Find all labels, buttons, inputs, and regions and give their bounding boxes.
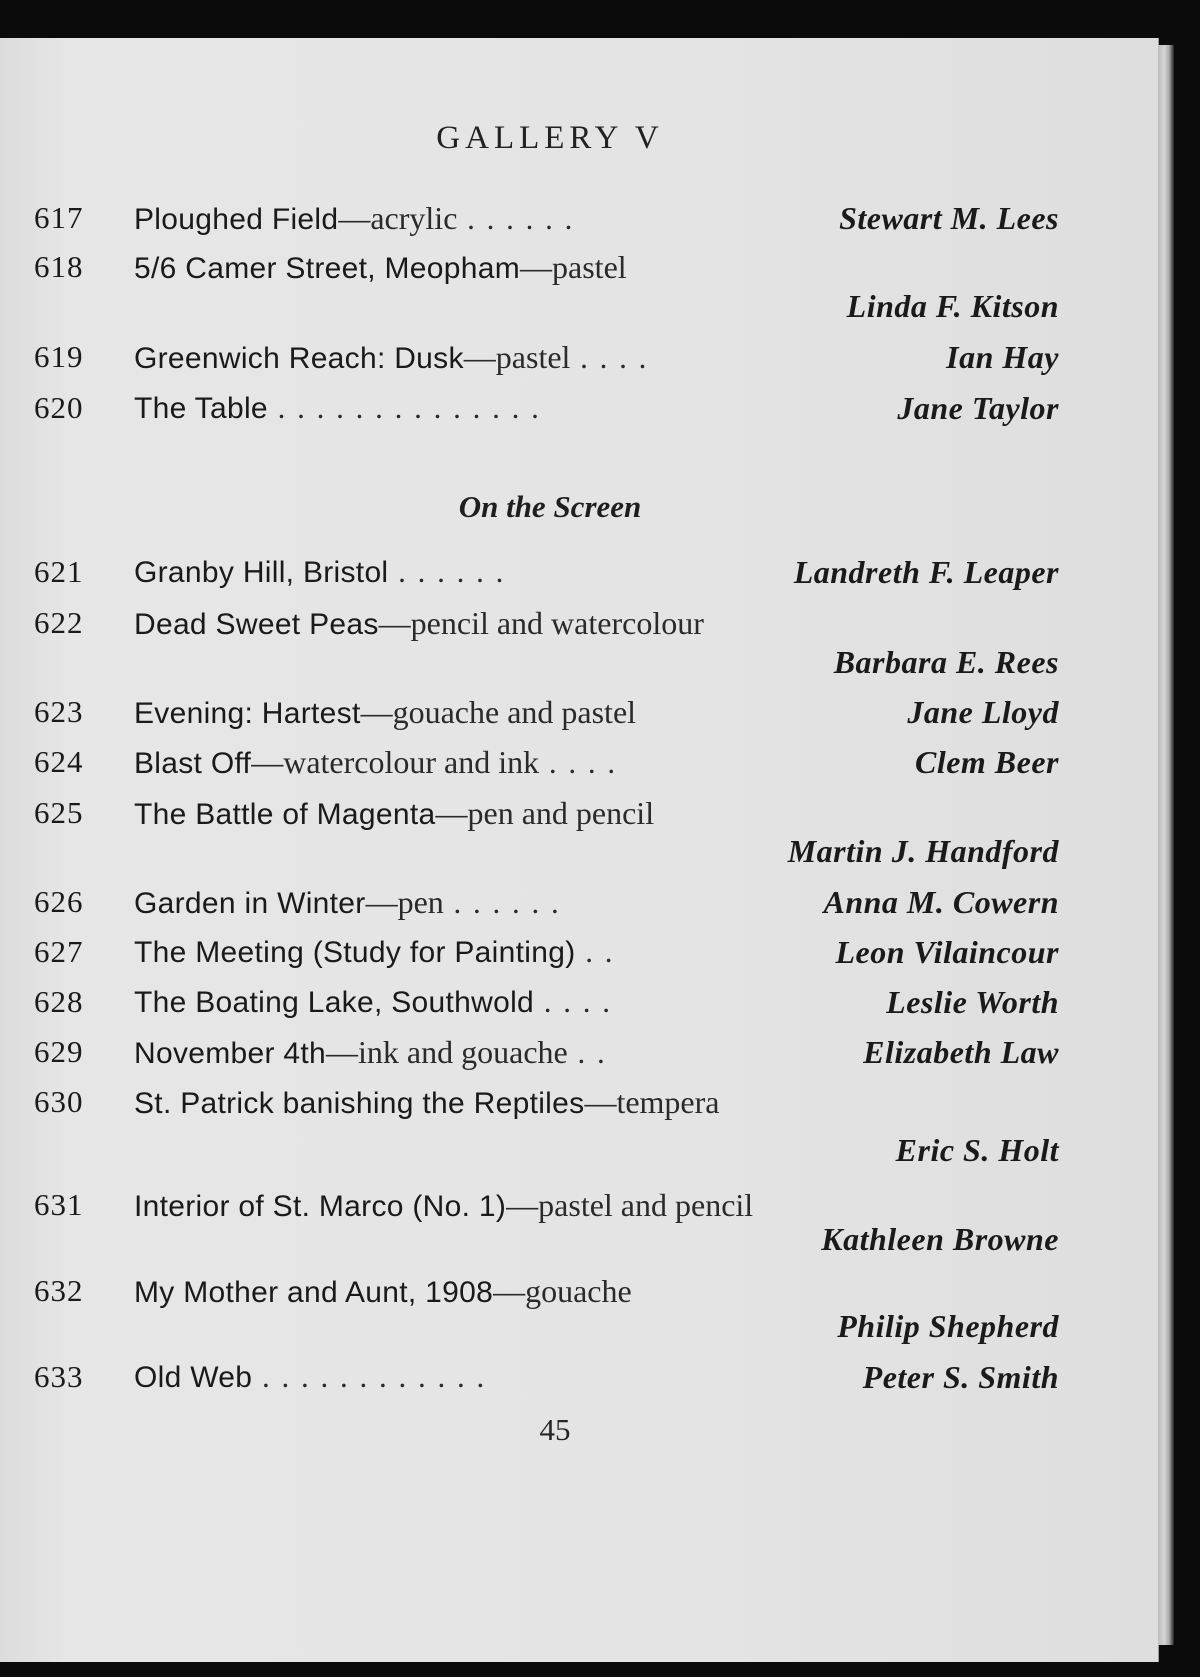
entry-number: 632 bbox=[34, 1273, 84, 1308]
leader-dots: . . . . . . . . . . . . . . bbox=[267, 390, 541, 425]
entry-number: 627 bbox=[34, 934, 84, 969]
entry-622-artist-line bbox=[34, 640, 1059, 684]
leader-dots: . . . . bbox=[539, 745, 618, 780]
leader-dots: . . bbox=[575, 934, 615, 969]
entry-number: 619 bbox=[34, 339, 84, 374]
entry-artist: Leon Vilaincour bbox=[835, 934, 1059, 970]
entry-title: Blast Off bbox=[134, 747, 252, 780]
entry-number: 628 bbox=[34, 984, 84, 1019]
entry-619 bbox=[34, 335, 1059, 379]
entry-623 bbox=[34, 690, 1059, 734]
entry-625-artist-line bbox=[34, 829, 1059, 873]
entry-number: 624 bbox=[34, 744, 84, 779]
entry-medium: —pastel bbox=[520, 249, 627, 285]
entry-medium: —pen and pencil bbox=[435, 795, 655, 831]
entry-number: 623 bbox=[34, 694, 84, 729]
entry-631-artist-line bbox=[34, 1217, 1059, 1261]
entry-620 bbox=[34, 386, 1059, 430]
entry-artist: Martin J. Handford bbox=[787, 833, 1059, 869]
page-edge bbox=[1158, 45, 1174, 1645]
entry-624 bbox=[34, 740, 1059, 784]
entry-artist: Ian Hay bbox=[946, 339, 1059, 375]
entry-artist: Linda F. Kitson bbox=[846, 288, 1059, 324]
entry-number: 626 bbox=[34, 884, 84, 919]
entry-number: 622 bbox=[34, 605, 84, 640]
entry-622 bbox=[34, 601, 1059, 645]
entry-number: 633 bbox=[34, 1359, 84, 1394]
entry-title: Ploughed Field bbox=[134, 203, 339, 236]
entry-medium: —tempera bbox=[584, 1084, 720, 1120]
entry-artist: Stewart M. Lees bbox=[839, 200, 1059, 236]
entry-number: 630 bbox=[34, 1084, 84, 1119]
entry-artist: Jane Taylor bbox=[897, 390, 1059, 426]
entry-title: Interior of St. Marco (No. 1) bbox=[134, 1190, 507, 1223]
entry-629 bbox=[34, 1030, 1059, 1074]
entry-medium: —pastel bbox=[463, 339, 571, 375]
entry-artist: Kathleen Browne bbox=[821, 1221, 1059, 1257]
entry-artist: Barbara E. Rees bbox=[833, 644, 1059, 680]
entry-title: Dead Sweet Peas bbox=[134, 608, 379, 641]
entry-artist: Elizabeth Law bbox=[863, 1034, 1059, 1070]
entry-626 bbox=[34, 880, 1059, 924]
entry-medium: —ink and gouache bbox=[326, 1034, 568, 1070]
entry-628 bbox=[34, 980, 1059, 1024]
entry-title: Evening: Hartest bbox=[134, 697, 361, 730]
leader-dots: . . . . . . bbox=[443, 885, 561, 920]
entry-number: 631 bbox=[34, 1187, 84, 1222]
entry-title: Garden in Winter bbox=[134, 887, 366, 920]
entry-618-artist-line bbox=[34, 284, 1059, 328]
entry-number: 618 bbox=[34, 249, 84, 284]
entry-630 bbox=[34, 1080, 1059, 1124]
leader-dots: . . . . . . bbox=[388, 554, 506, 589]
entry-title: St. Patrick banishing the Reptiles bbox=[134, 1087, 585, 1120]
entry-artist: Landreth F. Leaper bbox=[793, 554, 1059, 590]
entry-627 bbox=[34, 930, 1059, 974]
entry-title: Granby Hill, Bristol bbox=[134, 556, 389, 589]
entry-artist: Anna M. Cowern bbox=[823, 884, 1059, 920]
entry-artist: Eric S. Holt bbox=[895, 1132, 1059, 1168]
entry-medium: —watercolour and ink bbox=[251, 744, 540, 780]
entry-title: Old Web bbox=[134, 1361, 253, 1394]
entry-medium: —acrylic bbox=[338, 200, 458, 236]
entry-621 bbox=[34, 550, 1059, 594]
entry-632-artist-line bbox=[34, 1304, 1059, 1348]
page-number: 45 bbox=[539, 1412, 571, 1447]
entry-title: The Table bbox=[134, 392, 268, 425]
leader-dots: . . . . . . . . . . . . bbox=[252, 1359, 487, 1394]
entry-title: 5/6 Camer Street, Meopham bbox=[134, 252, 521, 285]
entry-medium: —pen bbox=[365, 884, 444, 920]
entry-artist: Jane Lloyd bbox=[907, 694, 1059, 730]
entry-618 bbox=[34, 245, 1059, 289]
entry-633 bbox=[34, 1355, 1059, 1399]
entry-medium: —pencil and watercolour bbox=[378, 605, 704, 641]
entry-number: 629 bbox=[34, 1034, 84, 1069]
entry-medium: —gouache and pastel bbox=[360, 694, 637, 730]
entry-artist: Peter S. Smith bbox=[862, 1359, 1059, 1395]
gallery-heading: GALLERY V bbox=[436, 120, 664, 156]
entry-artist: Philip Shepherd bbox=[837, 1308, 1059, 1344]
entry-number: 625 bbox=[34, 795, 84, 830]
entry-617 bbox=[34, 196, 1059, 240]
entry-number: 617 bbox=[34, 200, 84, 235]
entry-title: The Battle of Magenta bbox=[134, 798, 436, 831]
leader-dots: . . . . bbox=[534, 984, 613, 1019]
entry-title: November 4th bbox=[134, 1037, 327, 1070]
entry-artist: Leslie Worth bbox=[886, 984, 1059, 1020]
entry-630-artist-line bbox=[34, 1128, 1059, 1172]
entry-title: The Boating Lake, Southwold bbox=[134, 986, 535, 1019]
entry-number: 620 bbox=[34, 390, 84, 425]
entry-title: The Meeting (Study for Painting) bbox=[134, 936, 576, 969]
entry-medium: —gouache bbox=[493, 1273, 632, 1309]
leader-dots: . . . . bbox=[570, 340, 649, 375]
entry-title: My Mother and Aunt, 1908 bbox=[134, 1276, 494, 1309]
leader-dots: . . . . . . bbox=[457, 201, 575, 236]
entry-medium: —pastel and pencil bbox=[506, 1187, 754, 1223]
entry-number: 621 bbox=[34, 554, 84, 589]
leader-dots: . . bbox=[567, 1035, 607, 1070]
entry-artist: Clem Beer bbox=[914, 744, 1059, 780]
section-title: On the Screen bbox=[458, 489, 642, 524]
entry-title: Greenwich Reach: Dusk bbox=[134, 342, 464, 375]
